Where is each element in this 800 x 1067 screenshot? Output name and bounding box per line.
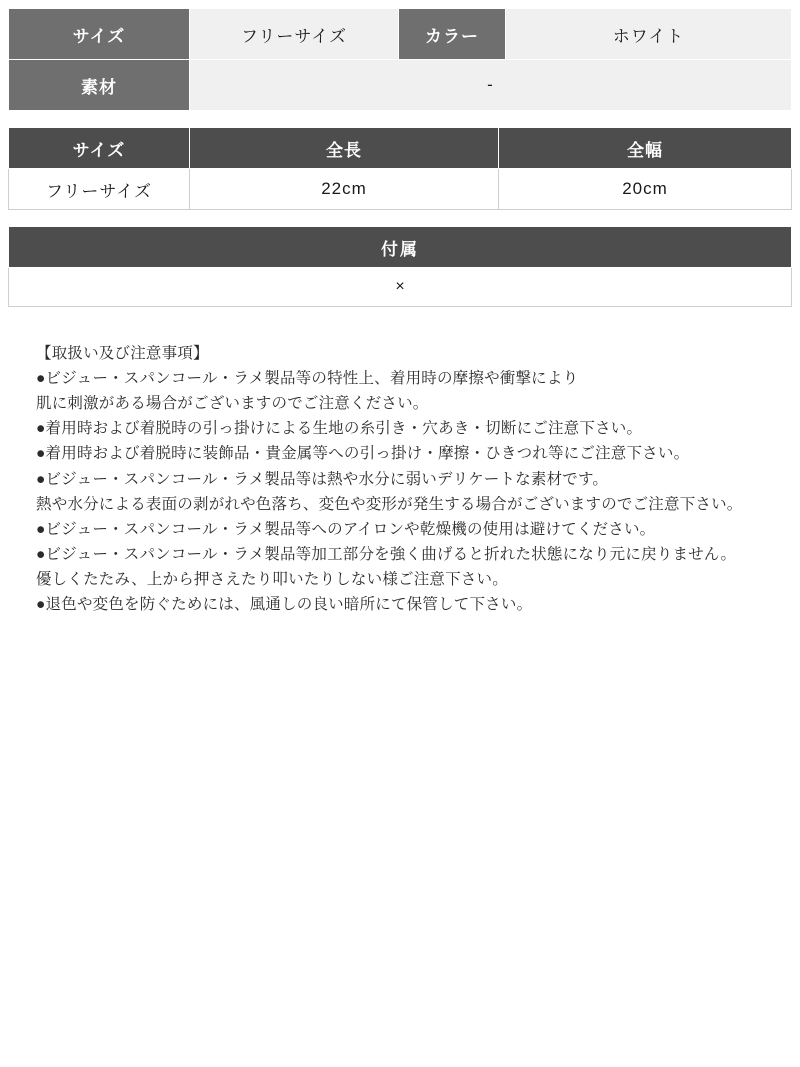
- notes-line: 肌に刺激がある場合がございますのでご注意ください。: [36, 395, 429, 413]
- notes-line: ●退色や変色を防ぐためには、風通しの良い暗所にて保管して下さい。: [36, 596, 533, 614]
- spec-value-color: ホワイト: [506, 9, 792, 60]
- size-table: [8, 127, 792, 210]
- spec-label-size: サイズ: [9, 9, 190, 60]
- size-cell-length: 22cm: [190, 169, 499, 210]
- spec-label-color: カラー: [399, 9, 506, 60]
- notes-line: ●着用時および着脱時の引っ掛けによる生地の糸引き・穴あき・切断にご注意下さい。: [36, 420, 643, 438]
- size-table-header-row: [9, 128, 792, 169]
- size-cell-size: フリーサイズ: [9, 169, 190, 210]
- attachment-table: [8, 226, 792, 307]
- attachment-header: 付属: [9, 227, 792, 268]
- size-table-header-length: 全長: [190, 128, 499, 169]
- spec-table: [8, 8, 792, 111]
- size-cell-width: 20cm: [499, 169, 792, 210]
- attachment-value: ×: [9, 268, 792, 307]
- notes-section: [8, 333, 792, 617]
- size-table-header-width: 全幅: [499, 128, 792, 169]
- table-row: [9, 60, 792, 111]
- spec-label-material: 素材: [9, 60, 190, 111]
- table-row: [9, 9, 792, 60]
- spec-value-size: フリーサイズ: [190, 9, 399, 60]
- table-row: [9, 268, 792, 307]
- notes-line: ●ビジュー・スパンコール・ラメ製品等加工部分を強く曲げると折れた状態になり元に戻りません。: [36, 545, 737, 563]
- spec-value-material: -: [190, 60, 792, 111]
- attachment-header-row: [9, 227, 792, 268]
- notes-line: ●ビジュー・スパンコール・ラメ製品等は熱や水分に弱いデリケートな素材です。: [36, 470, 609, 488]
- notes-title: 【取扱い及び注意事項】: [36, 345, 209, 362]
- size-table-header-size: サイズ: [9, 128, 190, 169]
- notes-line: 優しくたたみ、上から押さえたり叩いたりしない様ご注意下さい。: [36, 570, 508, 588]
- notes-line: 熱や水分による表面の剥がれや色落ち、変色や変形が発生する場合がございますのでご注意下さい。: [36, 495, 743, 513]
- table-row: [9, 169, 792, 210]
- notes-line: ●着用時および着脱時に装飾品・貴金属等への引っ掛け・摩擦・ひきつれ等にご注意下さい。: [36, 445, 690, 463]
- notes-line: ●ビジュー・スパンコール・ラメ製品等へのアイロンや乾燥機の使用は避けてください。: [36, 520, 656, 538]
- notes-line: ●ビジュー・スパンコール・ラメ製品等の特性上、着用時の摩擦や衝撃により: [36, 370, 579, 388]
